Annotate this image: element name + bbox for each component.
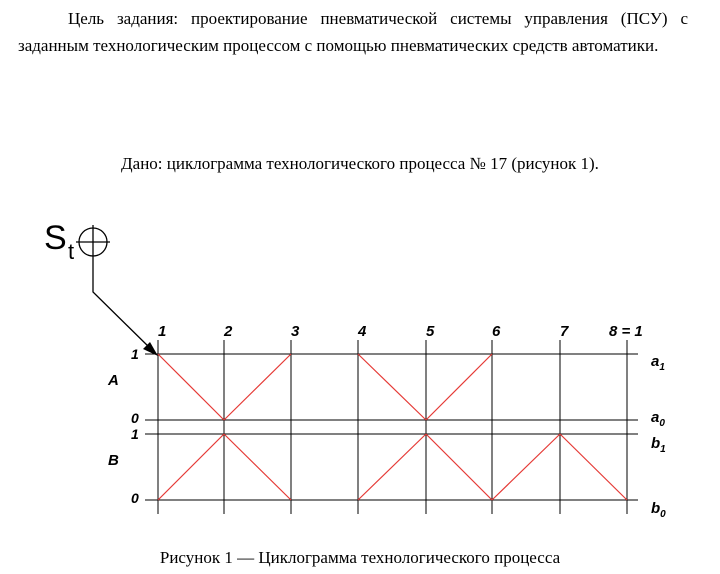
start-symbol-sub: t xyxy=(68,239,75,264)
signal-a-low: $a_0$ xyxy=(651,409,665,429)
goal-text: Цель задания: проектирование пневматической системы управления (ПСУ) с заданным технологическим процессом с помощью пневматических средств автоматики. xyxy=(18,9,688,55)
actuator-b-level-high: 1 xyxy=(131,426,139,442)
motion-b-step-2 xyxy=(224,434,291,500)
motion-layer xyxy=(158,354,627,500)
figure-caption: Рисунок 1 — Циклограмма технологического процесса xyxy=(159,548,561,567)
signal-b-high-sub: 1 xyxy=(660,444,666,455)
actuator-b-level-low: 0 xyxy=(131,490,139,506)
label-layer xyxy=(107,323,666,520)
actuator-name-b: B xyxy=(108,452,119,469)
motion-a-step-5 xyxy=(426,354,492,420)
signal-a-high: $a_1$ xyxy=(651,353,665,373)
step-label-5: 5 xyxy=(426,323,435,340)
motion-a-step-2 xyxy=(224,354,291,420)
signal-b-low-sub: 0 xyxy=(660,509,666,520)
signal-a-low-sub: 0 xyxy=(659,418,665,429)
motion-b-step-4 xyxy=(358,434,426,500)
step-label-7: 7 xyxy=(560,323,569,340)
actuator-a-level-low: 0 xyxy=(131,410,139,426)
motion-a-step-4 xyxy=(358,354,426,420)
start-signal-line xyxy=(93,259,152,350)
motion-a-step-1 xyxy=(158,354,224,420)
motion-b-step-5 xyxy=(426,434,492,500)
signal-a-high-sub: 1 xyxy=(659,362,665,373)
start-symbol xyxy=(44,219,158,356)
signal-b-low: $b_0$ xyxy=(651,500,666,520)
step-label-1: 1 xyxy=(158,323,167,340)
step-label-8: 8 = 1 xyxy=(609,323,643,340)
step-label-3: 3 xyxy=(291,323,300,340)
step-label-6: 6 xyxy=(492,323,501,340)
step-label-2: 2 xyxy=(224,323,233,340)
motion-b-step-6 xyxy=(492,434,560,500)
actuator-name-a: A xyxy=(108,372,119,389)
motion-b-step-7 xyxy=(560,434,627,500)
given-paragraph: Дано: циклограмма технологического процесса № 17 (рисунок 1). xyxy=(121,154,599,173)
actuator-a-level-high: 1 xyxy=(131,346,139,362)
grid-layer xyxy=(145,340,638,514)
start-symbol-main: S xyxy=(44,219,67,257)
motion-b-step-1 xyxy=(158,434,224,500)
step-label-4: 4 xyxy=(358,323,367,340)
signal-b-high: $b_1$ xyxy=(651,435,666,455)
